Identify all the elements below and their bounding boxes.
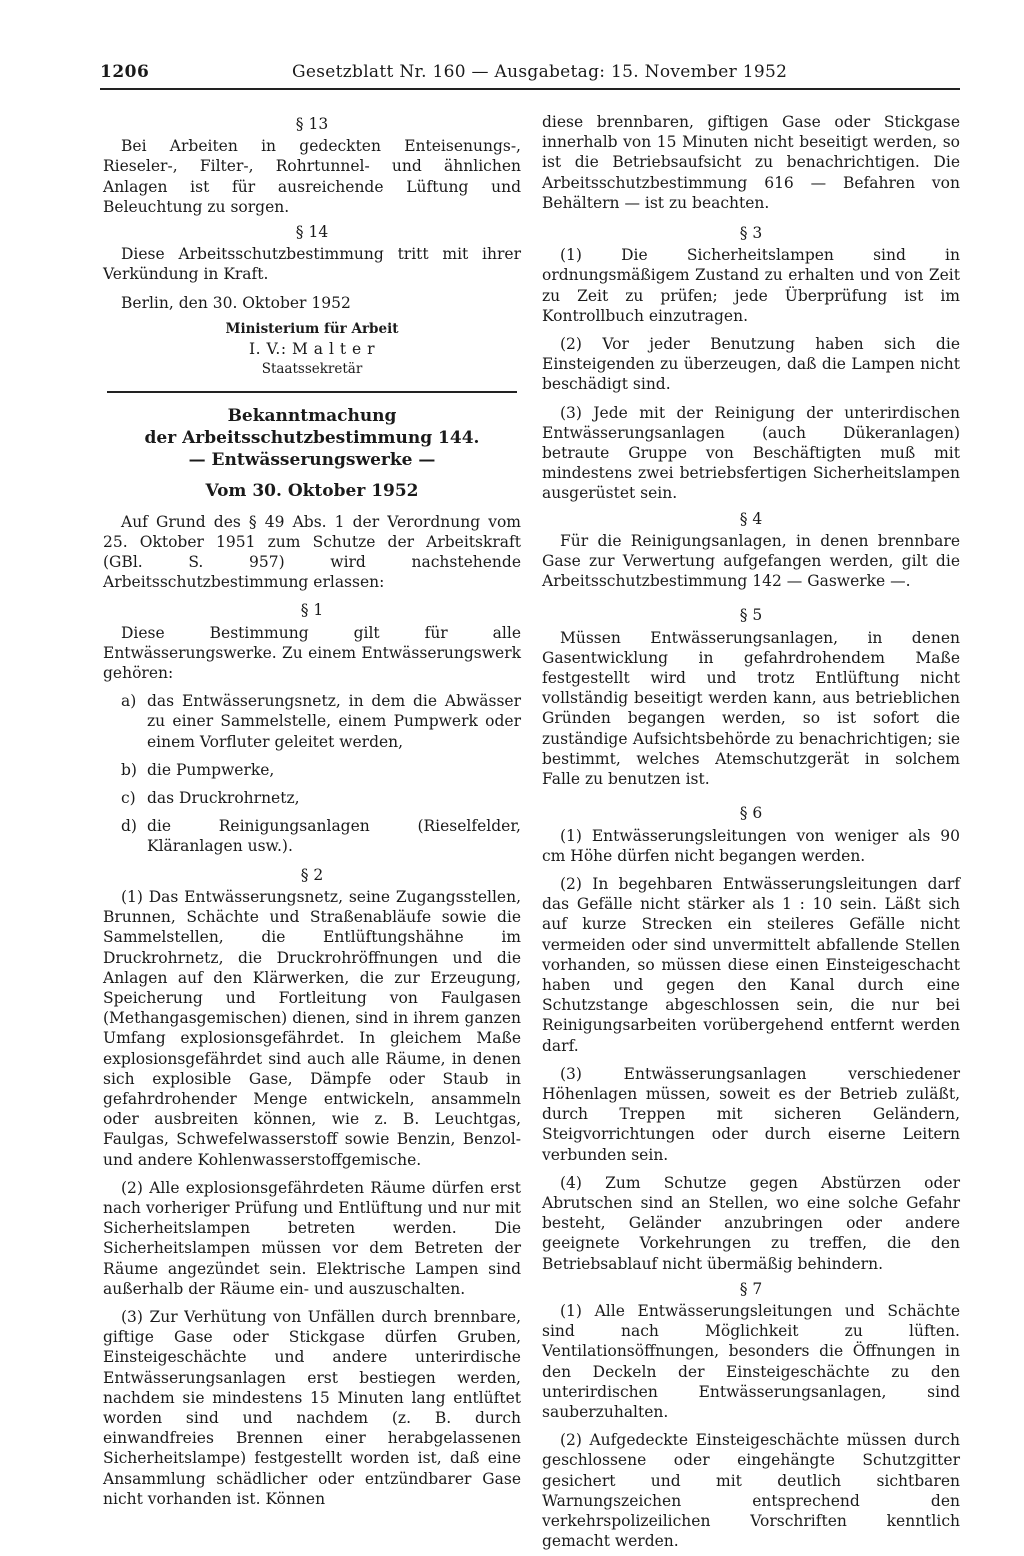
title-line-2: der Arbeitsschutzbestimmung 144. [144,428,480,449]
list-item-text: die Reinigungsanlagen (Rieselfelder, Kläranlagen usw.). [147,817,521,856]
section-6-paragraph-2: (2) In begehbaren Entwässerungsleitungen darf das Gefälle nicht stärker als 1 : 10 sein. Läßt sich auf kurze Strecken ein steileres Gefälle nicht vermeiden oder sind unvermittelt abfallende Stellen vorhanden, so müssen diese einen Einsteigeschacht haben und gegen den Kanal durch eine Schutzstange abgeschlossen sein, die nur bei Reinigungsarbeiten vorübergehend entfernt werden darf. [542,874,960,1055]
list-item [103,816,521,856]
preamble: Auf Grund des § 49 Abs. 1 der Verordnung vom 25. Oktober 1951 zum Schutze der Arbeitskraft (GBl. S. 957) wird nachstehende Arbeitsschutzbestimmung erlassen: [103,512,521,592]
page-number: 1206 [100,62,150,82]
list-item-text: das Druckrohrnetz, [147,789,300,808]
list-item-label: a) [121,692,137,711]
section-7-heading: § 7 [739,1279,763,1298]
section-7-paragraph-2: (2) Aufgedeckte Einsteigeschächte müssen durch geschlossene oder eingehängte Schutzgitter gesichert und mit deutlich sichtbaren Warnungszeichen entsprechend den verkehrspolizeilichen Vorschriften kenntlich gemacht werden. [542,1431,960,1551]
section-3-heading: § 3 [739,224,763,243]
list-item-label: d) [121,817,137,836]
section-6-heading: § 6 [739,804,763,823]
section-6-paragraph-3: (3) Entwässerungsanlagen verschiedener Höhenlagen müssen, soweit es der Betrieb zuläßt, durch Treppen mit sicheren Geländern, Steigvorrichtungen oder durch eiserne Leitern verbunden sein. [542,1064,960,1164]
list-item [103,760,521,780]
ministry-name: Ministerium für Arbeit [225,320,399,337]
section-5-text: Müssen Entwässerungsanlagen, in denen Gasentwicklung in gefahrdrohendem Maße festgestellt wird und trotz Entlüftung nicht vollständig beseitigt werden kann, aus betrieblichen Gründen begangen werden, so ist sofort die zuständige Aufsichtsbehörde zu benachrichtigen; sie bestimmt, welches Atemschutzgerät in solchem Falle zu benutzen ist. [542,628,960,789]
section-1-text: Diese Bestimmung gilt für alle Entwässerungswerke. Zu einem Entwässerungswerk gehören: [103,623,521,683]
section-13-heading: § 13 [295,115,329,133]
signatory: I. V.: M a l t e r [248,340,376,359]
section-6-paragraph-4: (4) Zum Schutze gegen Abstürzen oder Abrutschen sind an Stellen, wo eine solche Gefahr besteht, Geländer anzubringen oder andere geeignete Vorkehrungen zu treffen, die den Betriebsablauf nicht übermäßig behindern. [542,1173,960,1273]
title-line-3: — Entwässerungswerke — [188,450,436,471]
header-rule [100,88,960,90]
section-5-heading: § 5 [739,606,763,625]
section-3-paragraph-3: (3) Jede mit der Reinigung der unterirdischen Entwässerungsanlagen (auch Dükeranlagen) betraute Gruppe von Beschäftigten muß mit mindestens zwei betriebsfertigen Sicherheitslampen ausgerüstet sein. [542,403,960,503]
section-6-paragraph-1: (1) Entwässerungsleitungen von weniger als 90 cm Höhe dürfen nicht begangen werden. [542,826,960,865]
section-4-text: Für die Reinigungsanlagen, in denen brennbare Gase zur Verwertung aufgefangen werden, gilt die Arbeitsschutzbestimmung 142 — Gaswerke —. [542,531,960,591]
section-7-paragraph-1: (1) Alle Entwässerungsleitungen und Schächte sind nach Möglichkeit zu lüften. Ventilationsöffnungen, besonders die Öffnungen in den Deckeln der Einsteigeschächte zu den unterirdischen Entwässerungsanlagen, sind sauberzuhalten. [542,1301,960,1421]
right-column [542,112,960,1556]
announcement-date: Vom 30. Oktober 1952 [205,481,419,502]
section-4-heading: § 4 [739,509,763,528]
section-13-text: Bei Arbeiten in gedeckten Enteisenungs-, Rieseler-, Filter-, Rohrtunnel- und ähnlichen Anlagen ist für ausreichende Lüftung und Beleuchtung zu sorgen. [103,137,521,216]
section-3-paragraph-2: (2) Vor jeder Benutzung haben sich die Einsteigenden zu überzeugen, daß die Lampen nicht beschädigt sind. [542,335,960,394]
list-item-label: b) [121,760,137,779]
announcement-title [103,405,521,471]
section-2-paragraph-2: (2) Alle explosionsgefährdeten Räume dürfen erst nach vorheriger Prüfung und Entlüftung und nur mit Sicherheitslampen betreten werden. Die Sicherheitslampen müssen vor dem Betreten der Räume angezündet sein. Elektrische Lampen sind außerhalb der Räume ein- und auszuschalten. [103,1178,521,1298]
section-2-heading: § 2 [300,865,324,884]
section-14-text: Diese Arbeitsschutzbestimmung tritt mit ihrer Verkündung in Kraft. [103,245,521,284]
section-1-heading: § 1 [300,601,324,620]
signatory-title: Staatssekretär [261,361,363,378]
list-item-text: die Pumpwerke, [147,760,275,779]
list-item [103,691,521,752]
section-3-paragraph-1: (1) Die Sicherheitslampen sind in ordnungsmäßigem Zustand zu erhalten und von Zeit zu Zeit zu prüfen; jede Überprüfung ist im Kontrollbuch einzutragen. [542,246,960,325]
running-header: Gesetzblatt Nr. 160 — Ausgabetag: 15. November 1952 [292,62,788,82]
list-item-text: das Entwässerungsnetz, in dem die Abwässer zu einer Sammelstelle, einem Pumpwerk oder einem Vorfluter geleitet werden, [147,692,521,751]
section-1-list [103,691,521,856]
title-line-1: Bekanntmachung [227,406,397,427]
section-14-heading: § 14 [295,223,329,242]
continuation-text: diese brennbaren, giftigen Gase oder Stickgase innerhalb von 15 Minuten nicht beseitigt werden, so ist die Betriebsaufsicht zu benachrichtigen. Die Arbeitsschutzbestimmung 616 — Befahren von Behältern — ist zu beachten. [542,113,960,212]
section-2-paragraph-3: (3) Zur Verhütung von Unfällen durch brennbare, giftige Gase oder Stickgase dürfen Gruben, Einsteigeschächte und andere unterirdische Entwässerungsanlagen erst bestiegen werden, nachdem sie mindestens 15 Minuten lang entlüftet worden sind und nachdem (z. B. durch einwandfreies Brennen einer herabgelassenen Sicherheitslampe) festgestellt worden ist, daß eine Ansammlung schädlicher oder entzündbarer Gase nicht vorhanden ist. Können [103,1307,521,1508]
divider-rule [107,391,517,393]
list-item-label: c) [121,789,136,808]
section-2-paragraph-1: (1) Das Entwässerungsnetz, seine Zugangsstellen, Brunnen, Schächte und Straßenabläufe sowie die Sammelstellen, die Entlüftungshähne im Druckrohrnetz, die Druckrohröffnungen und die Anlagen auf den Klärwerken, die zur Erzeugung, Speicherung und Fortleitung von Faulgasen (Methangasgemischen) dienen, sind in ihrem ganzen Umfang explosionsgefährdet. In gleichem Maße explosionsgefährdet sind auch alle Räume, in denen sich explosible Gase, Dämpfe oder Staub in gefahrdrohender Menge entwickeln, ansammeln oder ausbreiten können, wie z. B. Leuchtgas, Faulgas, Schwefelwasserstoff sowie Benzin, Benzol- und andere Kohlenwasserstoffgemische. [103,887,521,1169]
place-date: Berlin, den 30. Oktober 1952 [121,293,351,312]
left-column [103,112,521,1514]
list-item [103,788,521,808]
